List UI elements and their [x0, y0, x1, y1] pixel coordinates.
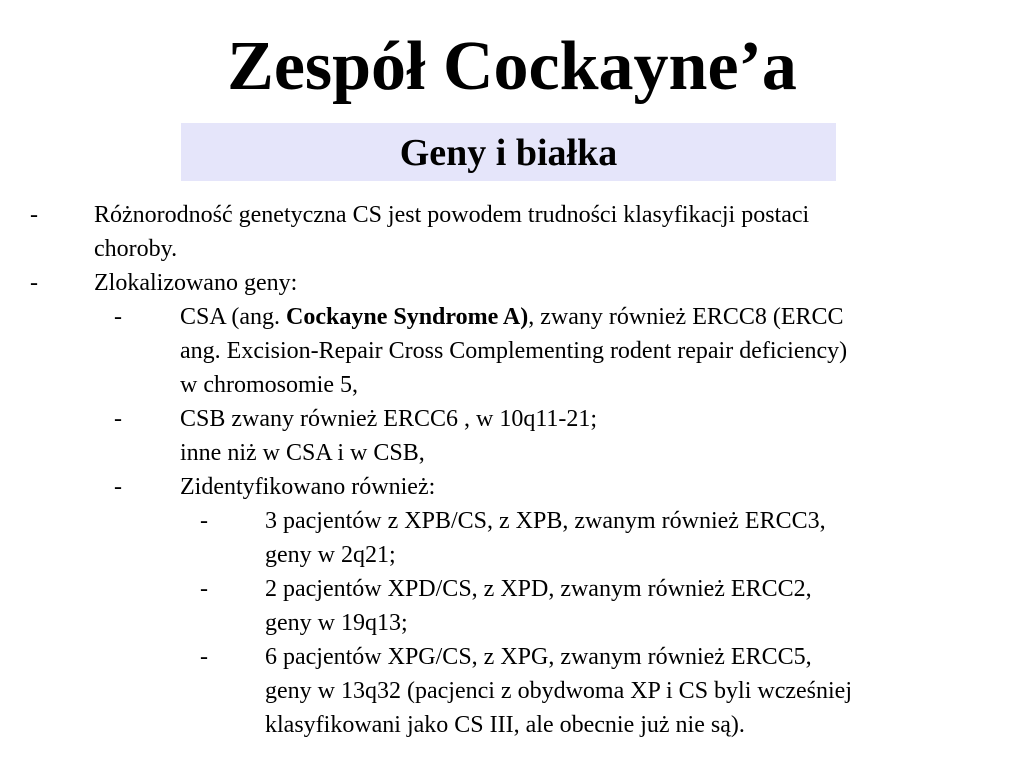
bullet-text: [180, 300, 844, 334]
bullet-text: choroby.: [94, 236, 178, 262]
bullet-continuation: [0, 436, 1024, 470]
bullet-text: klasyfikowani jako CS III, ale obecnie już nie są).: [265, 712, 745, 738]
subtitle-banner: Geny i białka: [181, 123, 836, 181]
bullet-text: 3 pacjentów z XPB/CS, z XPB, zwanym również ERCC3,: [265, 508, 826, 534]
bullet-text: geny w 13q32 (pacjenci z obydwoma XP i CS byli wcześniej: [265, 678, 852, 704]
sub-sub-bullet-item: [0, 640, 1024, 674]
bullet-text: geny w 2q21;: [265, 542, 396, 568]
slide-title: Zespół Cockayne’a: [227, 28, 797, 105]
bullet-dash: -: [200, 644, 208, 670]
bullet-continuation: [0, 368, 1024, 402]
bullet-text: Zlokalizowano geny:: [94, 270, 298, 296]
bullet-text: geny w 19q13;: [265, 610, 408, 636]
bullet-continuation: [0, 334, 1024, 368]
sub-bullet-item: [0, 402, 1024, 436]
bullet-text: 6 pacjentów XPG/CS, z XPG, zwanym również ERCC5,: [265, 644, 812, 670]
bullet-dash: -: [200, 508, 208, 534]
bullet-list: [0, 198, 1024, 742]
bullet-text: CSB zwany również ERCC6 , w 10q11-21;: [180, 406, 598, 432]
sub-sub-bullet-item: [0, 572, 1024, 606]
bullet-item: [0, 266, 1024, 300]
bullet-continuation: [0, 232, 1024, 266]
bullet-text: ang. Excision-Repair Cross Complementing rodent repair deficiency): [180, 338, 848, 364]
bullet-text: Zidentyfikowano również:: [180, 474, 436, 500]
bullet-text: w chromosomie 5,: [180, 372, 358, 398]
csa-suffix: , zwany również ERCC8 (ERCC: [528, 304, 844, 330]
csa-prefix: CSA (ang.: [180, 304, 287, 330]
sub-bullet-item: [0, 470, 1024, 504]
sub-bullet-item: [0, 300, 1024, 334]
bullet-dash: -: [30, 202, 38, 228]
bullet-continuation: [0, 708, 1024, 742]
bullet-dash: -: [30, 270, 38, 296]
sub-sub-bullet-item: [0, 504, 1024, 538]
bullet-continuation: [0, 674, 1024, 708]
bullet-dash: -: [200, 576, 208, 602]
bullet-text: 2 pacjentów XPD/CS, z XPD, zwanym również ERCC2,: [265, 576, 812, 602]
bullet-dash: -: [114, 304, 122, 330]
bullet-dash: -: [114, 474, 122, 500]
bullet-text: inne niż w CSA i w CSB,: [180, 440, 425, 466]
bullet-continuation: [0, 538, 1024, 572]
bullet-item: [0, 198, 1024, 232]
bullet-continuation: [0, 606, 1024, 640]
bullet-dash: -: [114, 406, 122, 432]
csa-bold-term: Cockayne Syndrome A): [286, 304, 529, 330]
bullet-text: Różnorodność genetyczna CS jest powodem trudności klasyfikacji postaci: [94, 202, 810, 228]
